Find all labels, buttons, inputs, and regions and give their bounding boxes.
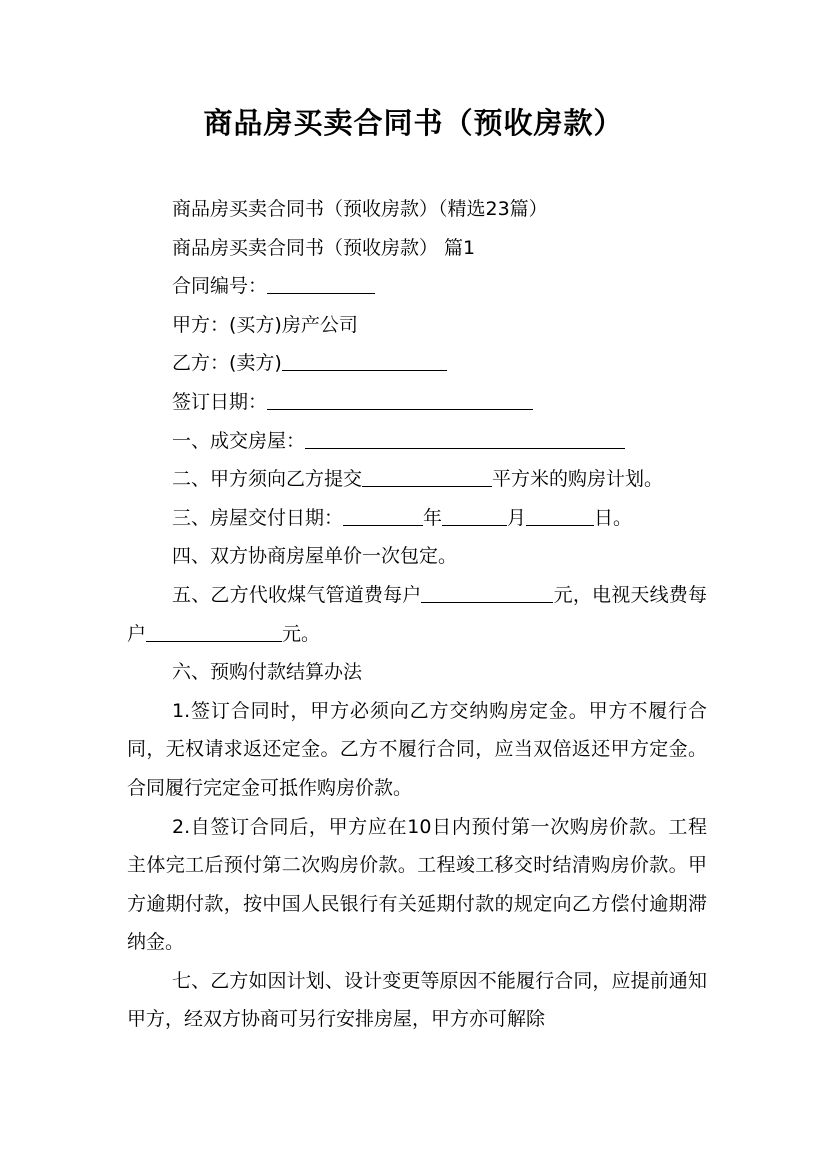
document-body [127,190,707,1039]
chapter-heading: 商品房买卖合同书（预收房款） 篇1 [172,236,476,259]
year-label: 年 [423,506,443,529]
item-4-line: 四、双方协商房屋单价一次包定。 [172,545,458,568]
sign-date-blank [267,391,533,410]
paragraph-3: 七、乙方如因计划、设计变更等原因不能履行合同，应提前通知甲方，经双方协商可另行安排房屋，甲方亦可解除 [127,969,707,1031]
document-title: 商品房买卖合同书（预收房款） [203,106,624,140]
item-3-line [127,499,707,538]
item-2-prefix: 二、甲方须向乙方提交 [172,468,363,491]
tv-fee-blank [146,623,282,642]
day-blank [526,507,594,526]
year-blank [343,507,423,526]
paragraph-2: 2.自签订合同后，甲方应在10日内预付第一次购房价款。工程主体完工后预付第二次购房价款。工程竣工移交时结清购房价款。甲方逾期付款，按中国人民银行有关延期付款的规定向乙方偿付逾期滞纳金。 [127,815,707,954]
item-1-blank [305,430,625,449]
sign-date-line [127,383,707,422]
contract-number-label: 合同编号： [172,275,268,298]
party-b-blank [282,352,447,371]
party-a-line: 甲方：(买方)房产公司 [172,313,358,336]
item-2-suffix: 平方米的购房计划。 [492,468,664,491]
item-5-middle: 元，电视天线费每户 [127,583,707,645]
party-b-line [127,344,707,383]
item-6-line: 六、预购付款结算办法 [172,661,363,684]
intro-line: 商品房买卖合同书（预收房款）（精选23篇） [172,198,548,220]
day-label: 日。 [594,506,633,529]
contract-number-line [127,267,707,306]
gas-fee-blank [421,584,553,603]
item-1-label: 一、成交房屋： [172,429,306,452]
paragraph-1: 1.签订合同时，甲方必须向乙方交纳购房定金。甲方不履行合同，无权请求返还定金。乙方不履行合同，应当双倍返还甲方定金。合同履行完定金可抵作购房价款。 [127,699,707,799]
item-3-prefix: 三、房屋交付日期： [172,506,344,529]
item-2-line [127,460,707,499]
contract-number-blank [267,275,375,294]
item-5-suffix: 元。 [282,622,321,645]
item-5-prefix: 五、乙方代收煤气管道费每户 [172,583,422,606]
item-2-blank [362,468,492,487]
sign-date-label: 签订日期： [172,390,268,413]
item-5-paragraph [127,576,707,653]
month-blank [442,507,507,526]
party-b-label: 乙方：(卖方) [172,352,282,375]
month-label: 月 [507,506,527,529]
item-1-line [127,422,707,461]
